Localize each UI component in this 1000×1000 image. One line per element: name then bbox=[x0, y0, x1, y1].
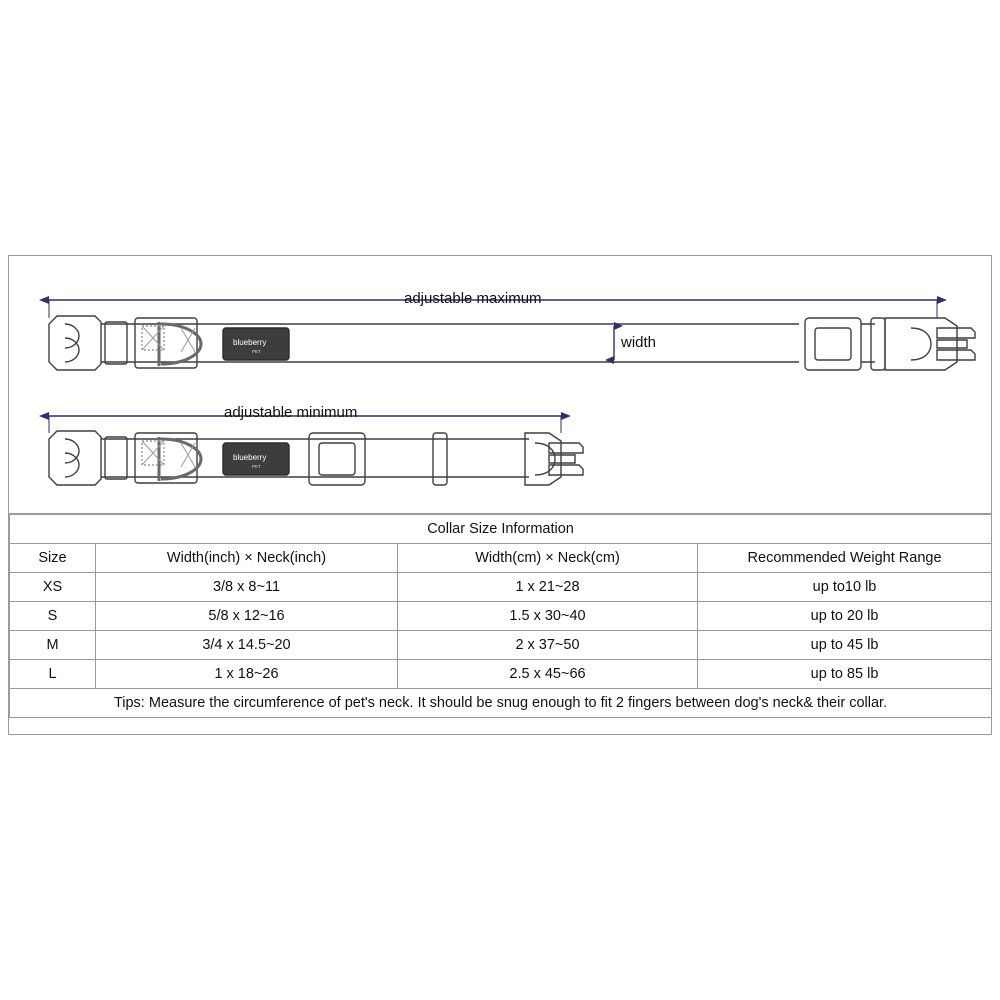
cell-size: L bbox=[10, 660, 96, 689]
cell-weight: up to 45 lb bbox=[698, 631, 992, 660]
cell-cm: 2 x 37~50 bbox=[398, 631, 698, 660]
label-adjustable-maximum: adjustable maximum bbox=[404, 290, 542, 307]
cell-cm: 2.5 x 45~66 bbox=[398, 660, 698, 689]
size-chart-sheet bbox=[8, 255, 992, 735]
cell-cm: 1.5 x 30~40 bbox=[398, 602, 698, 631]
brand-tag-name-2: blueberry bbox=[233, 453, 267, 462]
cell-weight: up to10 lb bbox=[698, 573, 992, 602]
cell-size: XS bbox=[10, 573, 96, 602]
table-caption: Collar Size Information bbox=[10, 515, 992, 544]
cell-inch: 1 x 18~26 bbox=[96, 660, 398, 689]
cell-inch: 3/8 x 8~11 bbox=[96, 573, 398, 602]
table-row bbox=[10, 631, 992, 660]
cell-size: S bbox=[10, 602, 96, 631]
header-cm: Width(cm) × Neck(cm) bbox=[398, 544, 698, 573]
table-row bbox=[10, 660, 992, 689]
table-header-row bbox=[10, 544, 992, 573]
collar-diagram bbox=[9, 256, 991, 514]
header-size: Size bbox=[10, 544, 96, 573]
label-adjustable-minimum: adjustable minimum bbox=[224, 404, 358, 421]
table-row bbox=[10, 602, 992, 631]
collar-size-table-wrap bbox=[9, 514, 991, 718]
cell-size: M bbox=[10, 631, 96, 660]
cell-cm: 1 x 21~28 bbox=[398, 573, 698, 602]
cell-weight: up to 85 lb bbox=[698, 660, 992, 689]
table-tips-row bbox=[10, 689, 992, 718]
brand-tag-name: blueberry bbox=[233, 338, 267, 347]
brand-tag-sub-2: PET bbox=[252, 464, 261, 469]
cell-inch: 5/8 x 12~16 bbox=[96, 602, 398, 631]
table-tips: Tips: Measure the circumference of pet's neck. It should be snug enough to fit 2 fingers between dog's neck& their collar. bbox=[10, 689, 992, 718]
collar-size-table bbox=[9, 514, 992, 718]
cell-inch: 3/4 x 14.5~20 bbox=[96, 631, 398, 660]
table-row bbox=[10, 573, 992, 602]
label-width: width bbox=[621, 334, 657, 351]
header-inch: Width(inch) × Neck(inch) bbox=[96, 544, 398, 573]
brand-tag-sub: PET bbox=[252, 349, 261, 354]
table-caption-row bbox=[10, 515, 992, 544]
cell-weight: up to 20 lb bbox=[698, 602, 992, 631]
header-weight: Recommended Weight Range bbox=[698, 544, 992, 573]
